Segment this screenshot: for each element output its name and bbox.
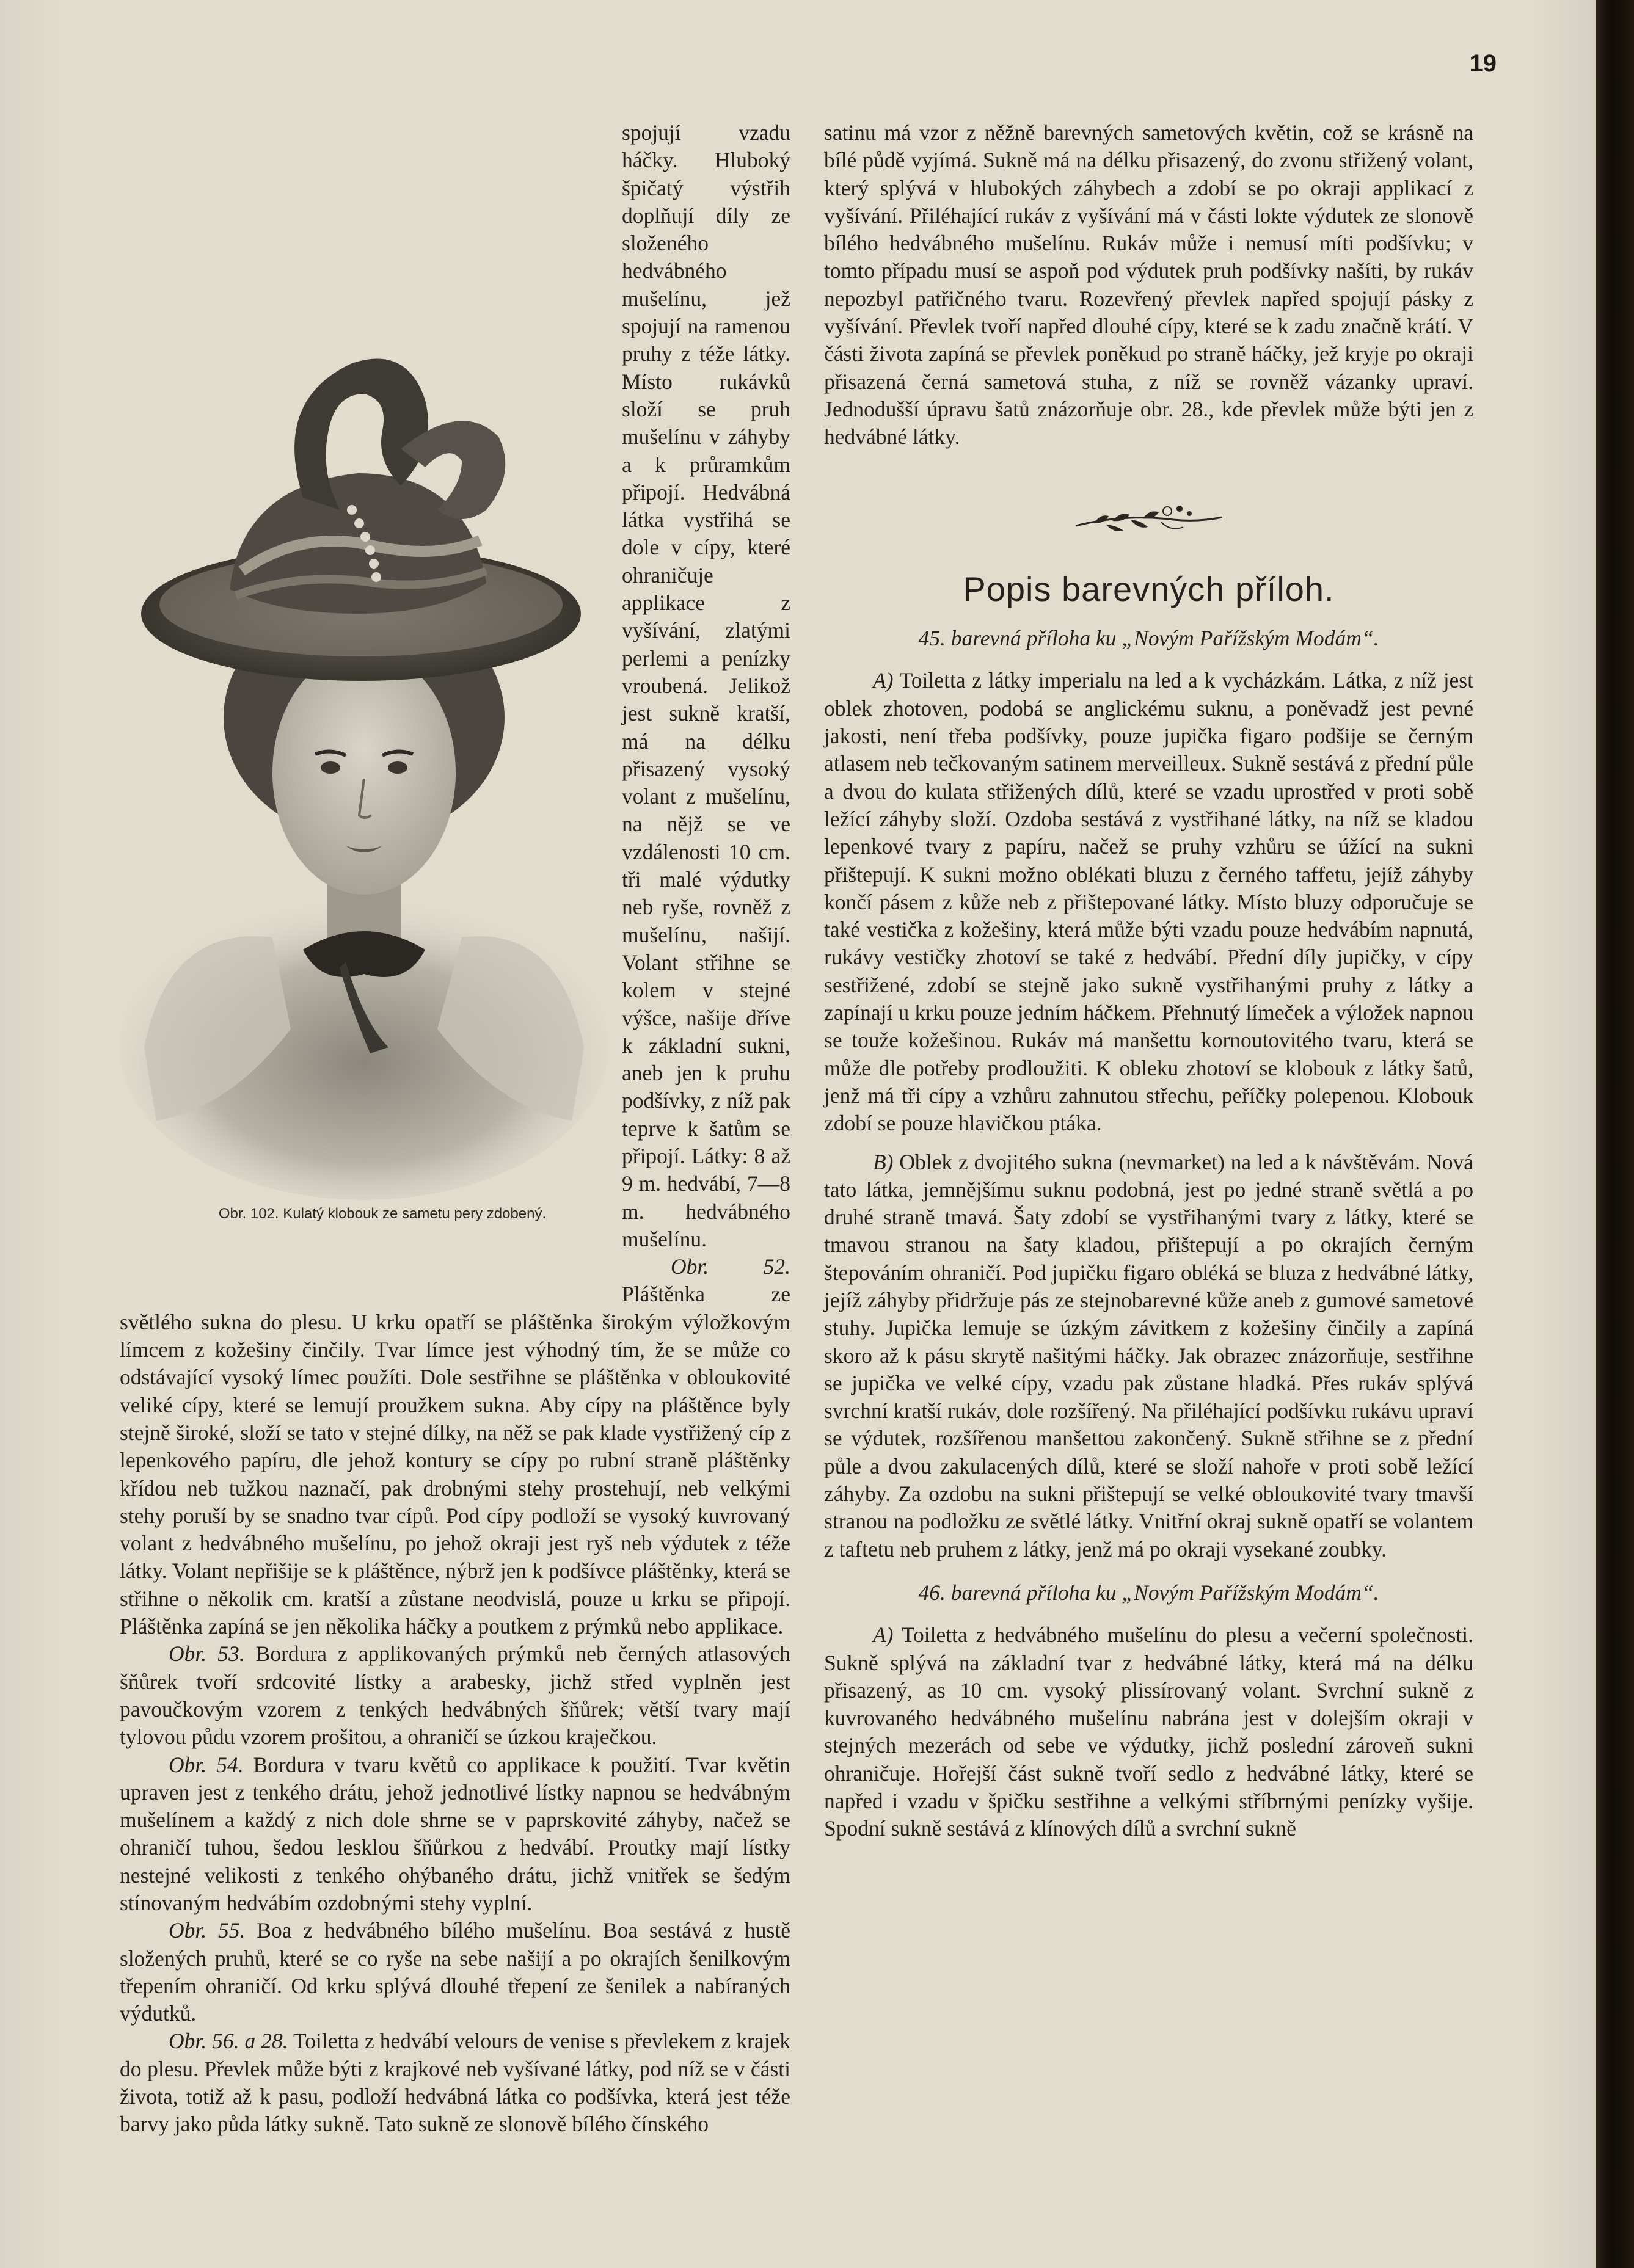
figure [120, 119, 608, 1279]
figure-reference: Obr. 52. [671, 1254, 790, 1279]
section-title: Popis barevných příloh. [963, 569, 1335, 608]
hat-portrait-illustration-icon [120, 327, 608, 1200]
section-subheading: 45. barevná příloha ku „Novým Pařížským Modám“. [918, 626, 1379, 651]
section-subheading: 46. barevná příloha ku „Novým Pařížským Modám“. [918, 1580, 1379, 1605]
paragraph: spojují vzadu háčky. Hluboký špičatý výstřih doplňují díly ze složeného hedvábného mušelínu, jež spojují na ramenou pruhy z téže látky. Místo rukávků složí se pruh mušelínu v záhyby a k průramkům připojí. Hedvábná látka vystřihá se dole v cípy, které ohraničuje applikace z vyšívání, zlatými perlemi a penízky vroubená. Jelikož jest sukně kratší, má na délku přisazený vysoký volant z mušelínu, na nějž se ve vzdálenosti 10 cm. tři malé výdutky neb ryše, rovněž z mušelínu, našijí. Volant střihne se kolem v stejné výšce, našije dříve k základní sukni, aneb jen k pruhu podšívky, z níž pak teprve k šatům se připojí. Látky: 8 až 9 m. hedvábí, 7—8 m. hedvábného mušelínu. [622, 120, 790, 1251]
figure-caption: Obr. 102. Kulatý klobouk ze sametu pery zdobený. [218, 1205, 547, 1222]
item-label: A) [873, 668, 894, 693]
paragraph: Obr. 52. Pláštěnka ze světlého sukna do plesu. U krku opatří se pláštěnka širokým výložkovým límcem z kožešiny činčily. Tvar límce jest výhodný tím, že se může co odstávající vysoký límec použíti. Dole sestřihne se pláštěnka v obloukovité veliké cípy, které se lemují proužkem sukna. Aby cípy na pláštěnce byly stejně široké, složí se tato v stejné dílky, na něž se pak klade vystřižený cíp z lepenkového papíru, dle jehož kontury se cípy po rubní straně pláštěnky křídou neb tužkou naznačí, pak drobnými stehy prostehují, neb velkými stehy poruší by se snadno tvar cípů. Pod cípy podloží se vysoký kuvrovaný volant z hedvábného mušelínu, po jehož okraji jest ryš neb výdutek z téže látky. Volant nepřišije se k pláštěnce, nýbrž jen k podšívce pláštěnky, která se střihne o několik cm. kratší a zůstane neodvislá, pouze u krku se připojí. Pláštěnka zapíná se jen několika háčky a poutkem z prýmků nebo applikace. [120, 1254, 790, 1639]
item-label: A) [873, 1623, 894, 1648]
paragraph: Obr. 55. Boa z hedvábného bílého mušelínu. Boa sestává z hustě složených pruhů, které se co ryše na sebe našijí a po okrajích šenilkovým třepením ohraničí. Od krku splývá dlouhé třepení ze šenilek a nabíraných výdutků. [120, 1918, 790, 2026]
paragraph: B) Oblek z dvojitého sukna (nevmarket) na led a k návštěvám. Nová tato látka, jemnějšímu suknu podobná, jest po jedné straně světlá a po druhé straně tmavá. Šaty zdobí se vystřihanými tvary z látky, které se tmavou stranou na šaty kladou, přištepují a po okrajích černým štepováním ohraničí. Pod jupičku figaro obléká se bluza z hedvábné látky, jejíž záhyby přidržuje pás ze stejnobarevné kůže aneb z gumové sametové stuhy. Jupička lemuje se úzkým závitkem z kožešiny činčily a zapíná skoro až k pásu skrytě našitými háčky. Jak obrazec znázorňuje, sestřihne se jupička ve velké cípy, vzadu pak zůstane hladká. Přes rukáv splývá svrchní kratší rukáv, dole rozšířený. Na přiléhající podšívku rukávu upraví se výdutek, rozšířenou manšettou zakončený. Sukně střihne se z přední půle a dvou zakulacených dílů, které se složí nahoře v proti sobě ležící záhyby. Za ozdobu na sukni přištepují se velké obloukovité tvary tmavší stranou na podložku ze světlé látky. Vnitřní okraj sukně opatří se volantem z taftetu neb pruhem z látky, jenž má po okraji vysekané zoubky. [824, 1149, 1473, 1561]
paragraph: satinu má vzor z něžně barevných sametových květin, což se krásně na bílé půdě vyjímá. Sukně má na délku přisazený, do zvonu střižený volant, který splývá v hlubokých záhybech a zdobí se po okraji applikací z vyšívání. Přiléhající rukáv z vyšívání má v části lokte výdutek ze slonově bílého hedvábného mušelínu. Rukáv může i nemusí míti podšívku; v tomto případu musí se aspoň pod výdutek pruh podšívky našíti, by rukáv nepozbyl patřičného tvaru. Rozevřený převlek napřed spojují pásky z vyšívání. Převlek tvoří napřed dlouhé cípy, které se k zadu značně krátí. V části života zapíná se převlek poněkud po straně háčky, jež kryje po okraji přisazená černá sametová stuha, z níž se rovněž vázanky upraví. Jednodušší úpravu šatů znázorňuje obr. 28., kde převlek může býti jen z hedvábné látky. [824, 120, 1473, 449]
item-label: B) [873, 1149, 894, 1174]
figure-reference: Obr. 53. [169, 1641, 245, 1666]
left-column [120, 119, 790, 2139]
right-column [824, 119, 1473, 1843]
paragraph: A) Toiletta z látky imperialu na led a k vycházkám. Látka, z níž jest oblek zhotoven, podobá se anglickému suknu, a poněvadž jest pevné jakosti, není třeba podšívky, pouze jupička figaro podšije se černým atlasem neb tečkovaným satinem merveilleux. Sukně sestává z přední půle a dvou do kulata střižených dílů, které se vzadu uprostřed v proti sobě ležící záhyby složí. Ozdoba sestává z vystřihané látky, na níž se kladou lepenkové tvary z papíru, načež se pruhy vzhůru se úžící na sukni přištepují. K sukni možno oblékati bluzu z černého taffetu, jejíž záhyby končí pásem z kůže neb z přištepované látky. Místo bluzy odporučuje se také vestička z kožešiny, která může býti vzadu pouze hedvábím napnutá, rukávy vestičky zhotoví se také z hedvábí. Přední díly jupičky, v cípy sestřižené, zdobí se stejně jako sukně vystřihanými pruhy z látky a zapínají u krku pouze jedním háčkem. Přehnutý límeček a výložek napnou se touže kožešinou. Rukáv má manšettu kornoutovitého tvaru, která se může dle potřeby prodloužiti. K obleku zhotoví se klobouk z látky šatů, jenž má tři cípy a vzhůru zahnutou střechu, peříčky polepenou. Klobouk zdobí se pouze hlavičkou ptáka. [824, 668, 1473, 1136]
page-edge-shadow [1596, 0, 1634, 2268]
paragraph: Obr. 53. Bordura z applikovaných prýmků neb černých atlasových šňůrek tvoří srdcovité lístky a arabesky, jichž střed vyplněn jest pavoučkovým vzorem z tenkých hedvábných šňůrek; větší tvary mají tylovou půdu vzorem prošitou, a ohraničí se úzkou kraječkou. [120, 1641, 790, 1750]
paragraph: Obr. 56. a 28. Toiletta z hedvábí velours de venise s převlekem z krajek do plesu. Převlek může býti z krajkové neb vyšívané látky, pod níž se v části života, totiž až k pasu, podloží hedvábná látka co podšívka, která jest téže barvy jako půda látky sukně. Tato sukně ze slonově bílého čínského [120, 2029, 790, 2137]
page-number: 19 [1469, 50, 1497, 77]
paragraph: Obr. 54. Bordura v tvaru květů co applikace k použití. Tvar květin upraven jest z tenkého drátu, jehož jednotlivé lístky napnou se hedvábným mušelínem a každý z nich dole shrne se v paprskovité záhyby, načež se ohraničí tuhou, šedou lesklou šňůrkou z hedvábí. Proutky mají lístky nestejné velikosti z tenkého ohýbaného drátu, jichž vnitřek se šedým stínovaným hedvábím ozdobnými stehy vyplní. [120, 1752, 790, 1915]
figure-reference: Obr. 55. [169, 1918, 246, 1943]
figure-reference: Obr. 54. [169, 1752, 244, 1777]
paragraph: A) Toiletta z hedvábného mušelínu do plesu a večerní společnosti. Sukně splývá na základní tvar z hedvábné látky, která má na délku přisazený, as 10 cm. vysoký plissírovaný volant. Svrchní sukně z kuvrovaného hedvábného mušelínu nabrána jest v dolejším okraji v stejných mezerách od sebe ve výdutky, jichž poslední zároveň sukni ohraničuje. Hořejší část sukně tvoří sedlo z hedvábné látky, které se napřed i vzadu v špičku sestřihne a velkými stříbrnými penízky vyšije. Spodní sukně sestává z klínových dílů a svrchní sukně [824, 1623, 1473, 1841]
floral-sprig-ornament-icon [824, 495, 1473, 551]
figure-reference: Obr. 56. a 28. [169, 2029, 288, 2054]
